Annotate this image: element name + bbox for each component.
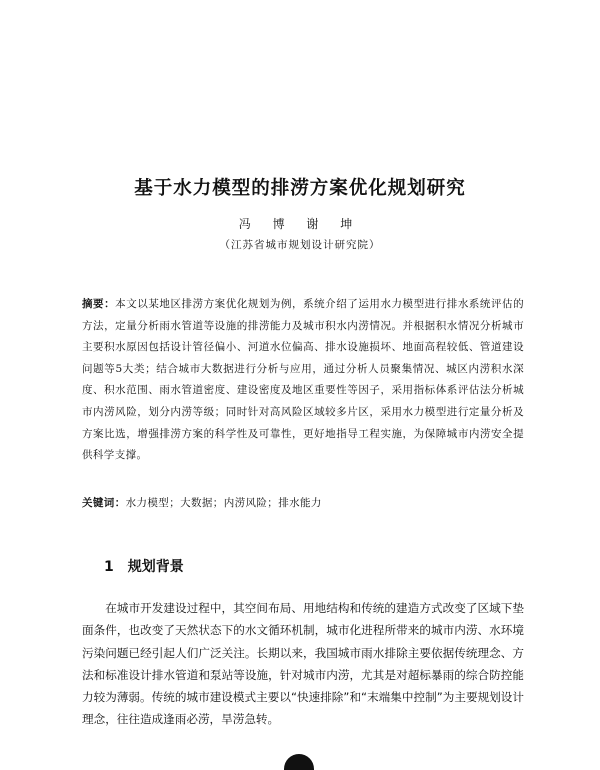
keywords-block: [82, 493, 524, 514]
keywords-text: 水力模型；大数据；内涝风险；排水能力: [125, 497, 322, 509]
section-title: 规划背景: [127, 559, 184, 575]
section-heading: [104, 556, 184, 576]
paper-title: 基于水力模型的排涝方案优化规划研究: [134, 178, 466, 199]
keywords-label: 关键词：: [82, 497, 126, 509]
page-number-mark: [284, 754, 314, 770]
abstract-label: 摘要：: [82, 298, 116, 310]
author-affiliation: （江苏省城市规划设计研究院）: [219, 239, 381, 251]
body-paragraph: 在城市开发建设过程中，其空间布局、用地结构和传统的建造方式改变了区域下垫面条件，也改变了天然状态下的水文循环机制，城市化进程所带来的城市内涝、水环境污染问题已经引起人们广泛关注。长期以来，我国城市雨水排除主要依据传统理念、方法和标准设计排水管道和泵站等设施，针对城市内涝，尤其是对超标暴雨的综合防控能力较为薄弱。传统的城市建设模式主要以“快速排除”和“末端集中控制”为主要规划设计理念，往往造成逢雨必涝，旱涝急转。: [82, 601, 524, 727]
abstract-text: 本文以某地区排涝方案优化规划为例，系统介绍了运用水力模型进行排水系统评估的方法，定量分析雨水管道等设施的排涝能力及城市积水内涝情况。并根据积水情况分析城市主要积水原因包括设计管径偏小、河道水位偏高、排水设施损坏、地面高程较低、管道建设问题等5大类；结合城市大数据进行分析与应用，通过分析人员聚集情况、城区内涝积水深度、积水范围、雨水管道密度、建设密度及地区重要性等因子，采用指标体系评估法分析城市内涝风险，划分内涝等级；同时针对高风险区域较多片区，采用水力模型进行定量分析及方案比选，增强排涝方案的科学性及可靠性，更好地指导工程实施，为保障城市内涝安全提供科学支撑。: [82, 298, 524, 462]
abstract-block: [82, 294, 524, 467]
author-names: 冯 博 谢 坤: [238, 217, 362, 231]
section-number: 1: [104, 559, 114, 575]
